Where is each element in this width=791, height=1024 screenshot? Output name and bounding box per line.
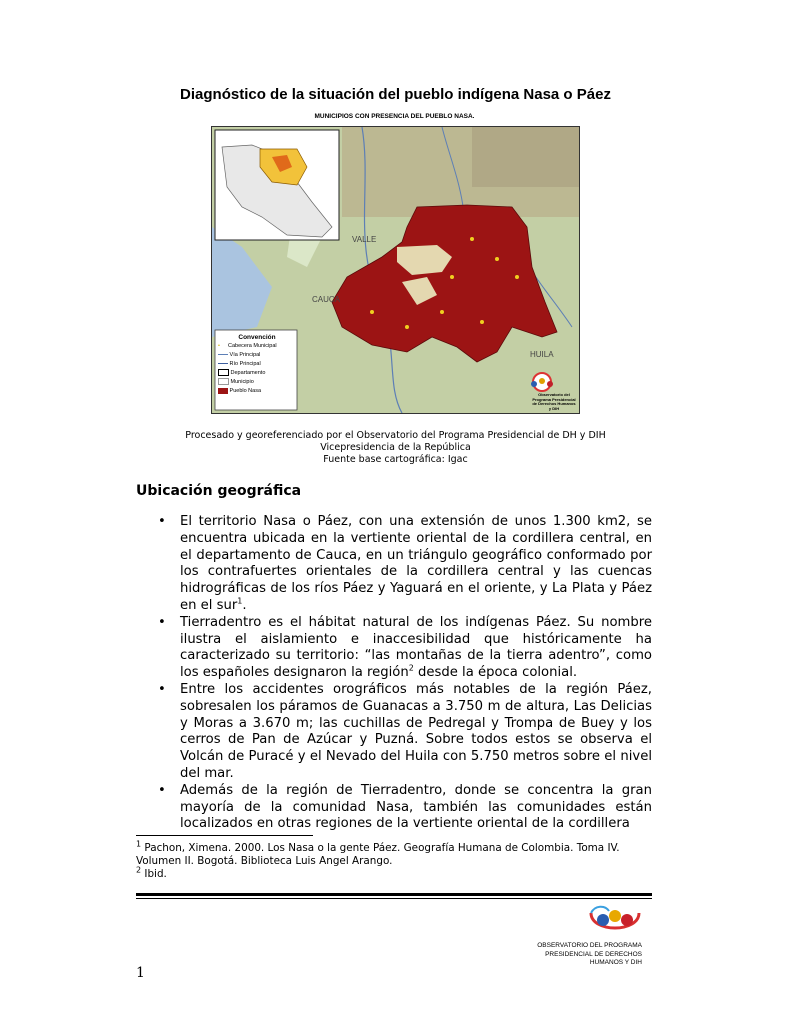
map-logo-text: Observatorio del Programa Presidencial de Derechos Humanos y DIH <box>532 392 576 411</box>
footnote-ref[interactable]: 2 <box>408 663 414 673</box>
footnote: $^2$ Ibid. <box>136 865 167 880</box>
footer-rule-thin <box>136 898 652 899</box>
footer-line: OBSERVATORIO DEL PROGRAMA <box>537 942 642 949</box>
footer-line: HUMANOS Y DIH <box>589 959 642 966</box>
footer-rule <box>136 893 652 896</box>
footnote-ref[interactable]: 1 <box>237 596 243 606</box>
legend-item: Río Principal <box>218 360 296 369</box>
list-item: • Tierradentro es el hábitat natural de los indígenas Páez. Su nombre ilustra el aislamiento e inaccesibilidad que históricamente ha caracterizado su territorio: “las montañas de la tierra adentro”, como los españoles designaron la región$^2$ desde la época colonial. <box>158 614 652 681</box>
map-legend <box>218 333 296 396</box>
legend-title: Convención <box>238 334 276 341</box>
footer-text <box>520 942 642 968</box>
list-item: • El territorio Nasa o Páez, con una extensión de unos 1.300 km2, se encuentra ubicada en la vertiente oriental de la cordillera central, en el departamento de Cauca, en un triángulo geográfico conformado por los contrafuertes orientales de la cordillera central y las cuencas hidrográficas de los ríos Páez y Yaguará en el oriente, y La Plata y Páez en el sur$^1$. <box>158 514 652 613</box>
legend-item: Vía Principal <box>218 351 296 360</box>
source-line: Procesado y georeferenciado por el Observatorio del Programa Presidencial de DH y DIH <box>185 430 606 441</box>
source-line: Fuente base cartográfica: Igac <box>323 454 468 465</box>
map-label-huila: HUILA <box>530 350 554 359</box>
legend-item: Departamento <box>218 369 296 378</box>
section-heading: Ubicación geográfica <box>136 483 302 499</box>
legend-item: • Cabecera Municipal <box>218 343 277 349</box>
source-line: Vicepresidencia de la República <box>320 442 471 453</box>
map-label-cauca: CAUCA <box>312 295 341 304</box>
footnote: $^1$ Pachon, Ximena. 2000. Los Nasa o la gente Páez. Geografía Humana de Colombia. Toma IV. Volumen II. Bogotá. Biblioteca Luis Angel Arango. <box>136 839 620 867</box>
footer-line: PRESIDENCIAL DE DERECHOS <box>545 950 642 958</box>
document-title: Diagnóstico de la situación del pueblo indígena Nasa o Páez <box>180 86 611 103</box>
legend-item: Pueblo Nasa <box>218 387 296 396</box>
map-image <box>211 126 580 414</box>
observatory-logo-icon <box>585 903 645 941</box>
bullet-icon: • <box>158 614 166 630</box>
map-source <box>0 430 791 466</box>
footnotes <box>136 839 656 881</box>
list-item: • Además de la región de Tierradentro, donde se concentra la gran mayoría de la comunidad Nasa, también las comunidades están localizados en otras regiones de la vertiente oriental de la cordillera <box>158 782 652 832</box>
legend-item: Municipio <box>218 378 296 387</box>
bullet-icon: • <box>158 681 166 697</box>
page-number: 1 <box>136 965 145 981</box>
bullet-icon: • <box>158 782 166 798</box>
map-caption: MUNICIPIOS CON PRESENCIA DEL PUEBLO NASA. <box>314 113 475 120</box>
bullet-icon: • <box>158 514 166 529</box>
bullet-list <box>158 514 652 833</box>
list-item: • Entre los accidentes orográficos más notables de la región Páez, sobresalen los páramos de Guanacas a 3.750 m de altura, Las Delicias y Moras a 3.670 m; las cuchillas de Pedregal y Trompa de Buey y los cerros de Pan de Azúcar y Puzná. Sobre todos estos se observa el Volcán de Puracé y el Nevado del Huila con 5.750 metros sobre el nivel del mar. <box>158 681 652 781</box>
map-label-valle: VALLE <box>352 235 377 244</box>
footnote-divider <box>136 835 313 836</box>
